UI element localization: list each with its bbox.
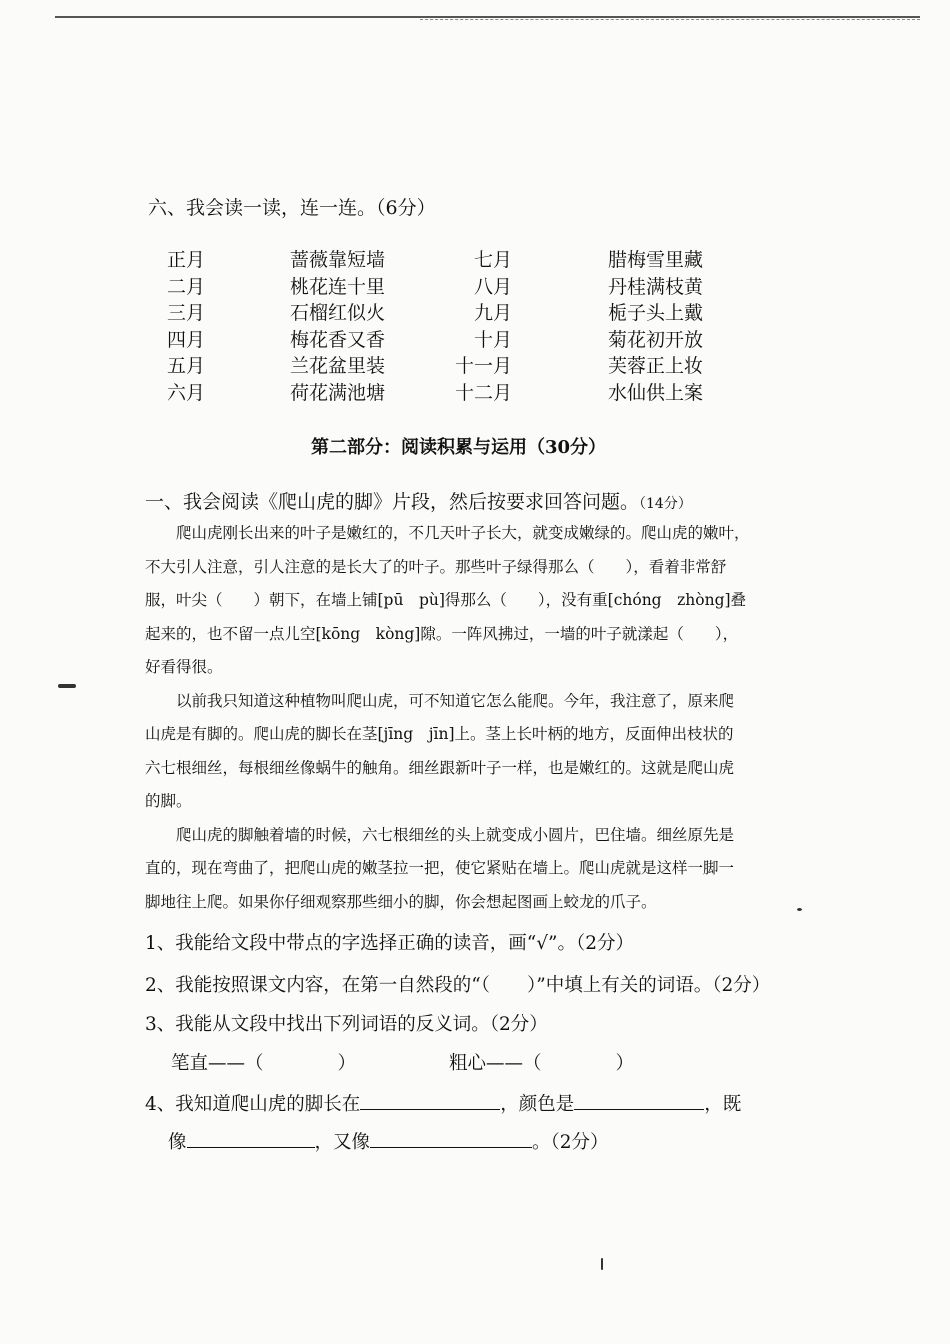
passage-line: 不大引人注意，引人注意的是长大了的叶子。那些叶子绿得那么（ ），看着非常舒 xyxy=(145,557,727,576)
answer-blank[interactable] xyxy=(574,1091,704,1110)
q4-text-6: 。（2分） xyxy=(532,1132,609,1153)
flower-item: 水仙供上案 xyxy=(608,381,704,404)
q4-text-1: 4、我知道爬山虎的脚长在 xyxy=(145,1094,361,1115)
month-item: 七月 xyxy=(473,249,512,271)
month-item: 十一月 xyxy=(454,355,512,377)
flower-item: 梅花香又香 xyxy=(290,328,386,351)
month-item: 十月 xyxy=(473,328,512,351)
answer-blank[interactable] xyxy=(360,1091,500,1110)
flower-item: 栀子头上戴 xyxy=(608,302,704,324)
match-col-flowers-1 xyxy=(290,247,385,406)
answer-blank[interactable] xyxy=(187,1129,315,1148)
passage-line: 爬山虎刚长出来的叶子是嫩红的，不几天叶子长大，就变成嫩绿的。爬山虎的嫩叶， xyxy=(176,524,750,542)
month-item: 三月 xyxy=(167,302,206,324)
passage-line: 直的，现在弯曲了，把爬山虎的嫩茎拉一把，使它紧贴在墙上。爬山虎就是这样一脚一 xyxy=(145,859,735,877)
flower-item: 菊花初开放 xyxy=(608,328,704,351)
question1-score: （14分） xyxy=(639,496,692,512)
question-4-line2 xyxy=(168,1128,609,1154)
part2-title: 第二部分：阅读积累与运用（30分） xyxy=(311,437,607,458)
question1-title xyxy=(145,487,692,514)
flower-item: 腊梅雪里藏 xyxy=(608,249,704,271)
scan-speck xyxy=(58,684,76,688)
passage-line: 的脚。 xyxy=(145,792,192,810)
antonym-item-2: 粗心——（ ） xyxy=(449,1053,635,1074)
passage-line: 山虎是有脚的。爬山虎的脚长在茎[jīng jīn]上。茎上长叶柄的地方，反面伸出枝状的 xyxy=(145,725,734,743)
flower-item: 蔷薇靠短墙 xyxy=(290,249,386,271)
match-col-months-2 xyxy=(452,247,512,406)
flower-item: 桃花连十里 xyxy=(290,275,386,298)
reading-passage xyxy=(145,517,795,919)
question-3: 3、我能从文段中找出下列词语的反义词。（2分） xyxy=(145,1014,548,1035)
passage-line: 爬山虎的脚触着墙的时候，六七根细丝的头上就变成小圆片，巴住墙。细丝原先是 xyxy=(176,825,735,844)
question-1: 1、我能给文段中带点的字选择正确的读音，画“√”。（2分） xyxy=(145,933,634,954)
passage-line: 以前我只知道这种植物叫爬山虎，可不知道它怎么能爬。今年，我注意了，原来爬 xyxy=(176,691,735,710)
question-4-line1 xyxy=(145,1090,741,1116)
flower-item: 荷花满池塘 xyxy=(290,381,386,404)
month-item: 九月 xyxy=(473,302,512,324)
match-col-flowers-2 xyxy=(608,247,703,406)
flower-item: 石榴红似火 xyxy=(290,302,386,324)
q4-text-3: ，既 xyxy=(704,1094,742,1115)
month-item: 五月 xyxy=(167,355,206,377)
passage-line: 六七根细丝，每根细丝像蜗牛的触角。细丝跟新叶子一样，也是嫩红的。这就是爬山虎 xyxy=(145,758,735,777)
antonym-item-1: 笔直——（ ） xyxy=(171,1053,357,1074)
question1-text: 一、我会阅读《爬山虎的脚》片段，然后按要求回答问题。 xyxy=(145,491,640,513)
month-item: 八月 xyxy=(473,275,512,298)
answer-blank[interactable] xyxy=(370,1129,532,1148)
match-col-months-1 xyxy=(167,247,205,406)
flower-item: 丹桂满枝黄 xyxy=(608,275,704,298)
top-border-line-faint xyxy=(420,19,920,20)
month-item: 十二月 xyxy=(454,381,512,404)
q4-text-5: ，又像 xyxy=(314,1132,371,1153)
scan-speck xyxy=(601,1258,603,1270)
flower-item: 兰花盆里装 xyxy=(290,355,386,377)
top-border-line xyxy=(55,16,920,18)
q4-text-4: 像 xyxy=(168,1132,187,1153)
passage-line: 脚地往上爬。如果你仔细观察那些细小的脚，你会想起图画上蛟龙的爪子。 xyxy=(145,892,657,911)
scan-speck xyxy=(797,908,802,911)
section6-title: 六、我会读一读，连一连。（6分） xyxy=(148,197,436,219)
month-item: 二月 xyxy=(167,275,206,298)
question-2: 2、我能按照课文内容，在第一自然段的“（ ）”中填上有关的词语。（2分） xyxy=(145,975,771,996)
passage-line: 起来的，也不留一点儿空[kōng kòng]隙。一阵风拂过，一墙的叶子就漾起（ ）， xyxy=(145,624,739,643)
flower-item: 芙蓉正上妆 xyxy=(608,355,704,377)
month-item: 四月 xyxy=(167,328,206,351)
passage-line: 好看得很。 xyxy=(145,658,223,676)
passage-line: 服，叶尖（ ）朝下，在墙上铺[pū pù]得那么（ ），没有重[chóng zhòng]叠 xyxy=(145,591,747,609)
month-item: 正月 xyxy=(167,249,206,271)
month-item: 六月 xyxy=(167,381,206,404)
q4-text-2: ，颜色是 xyxy=(500,1094,575,1115)
